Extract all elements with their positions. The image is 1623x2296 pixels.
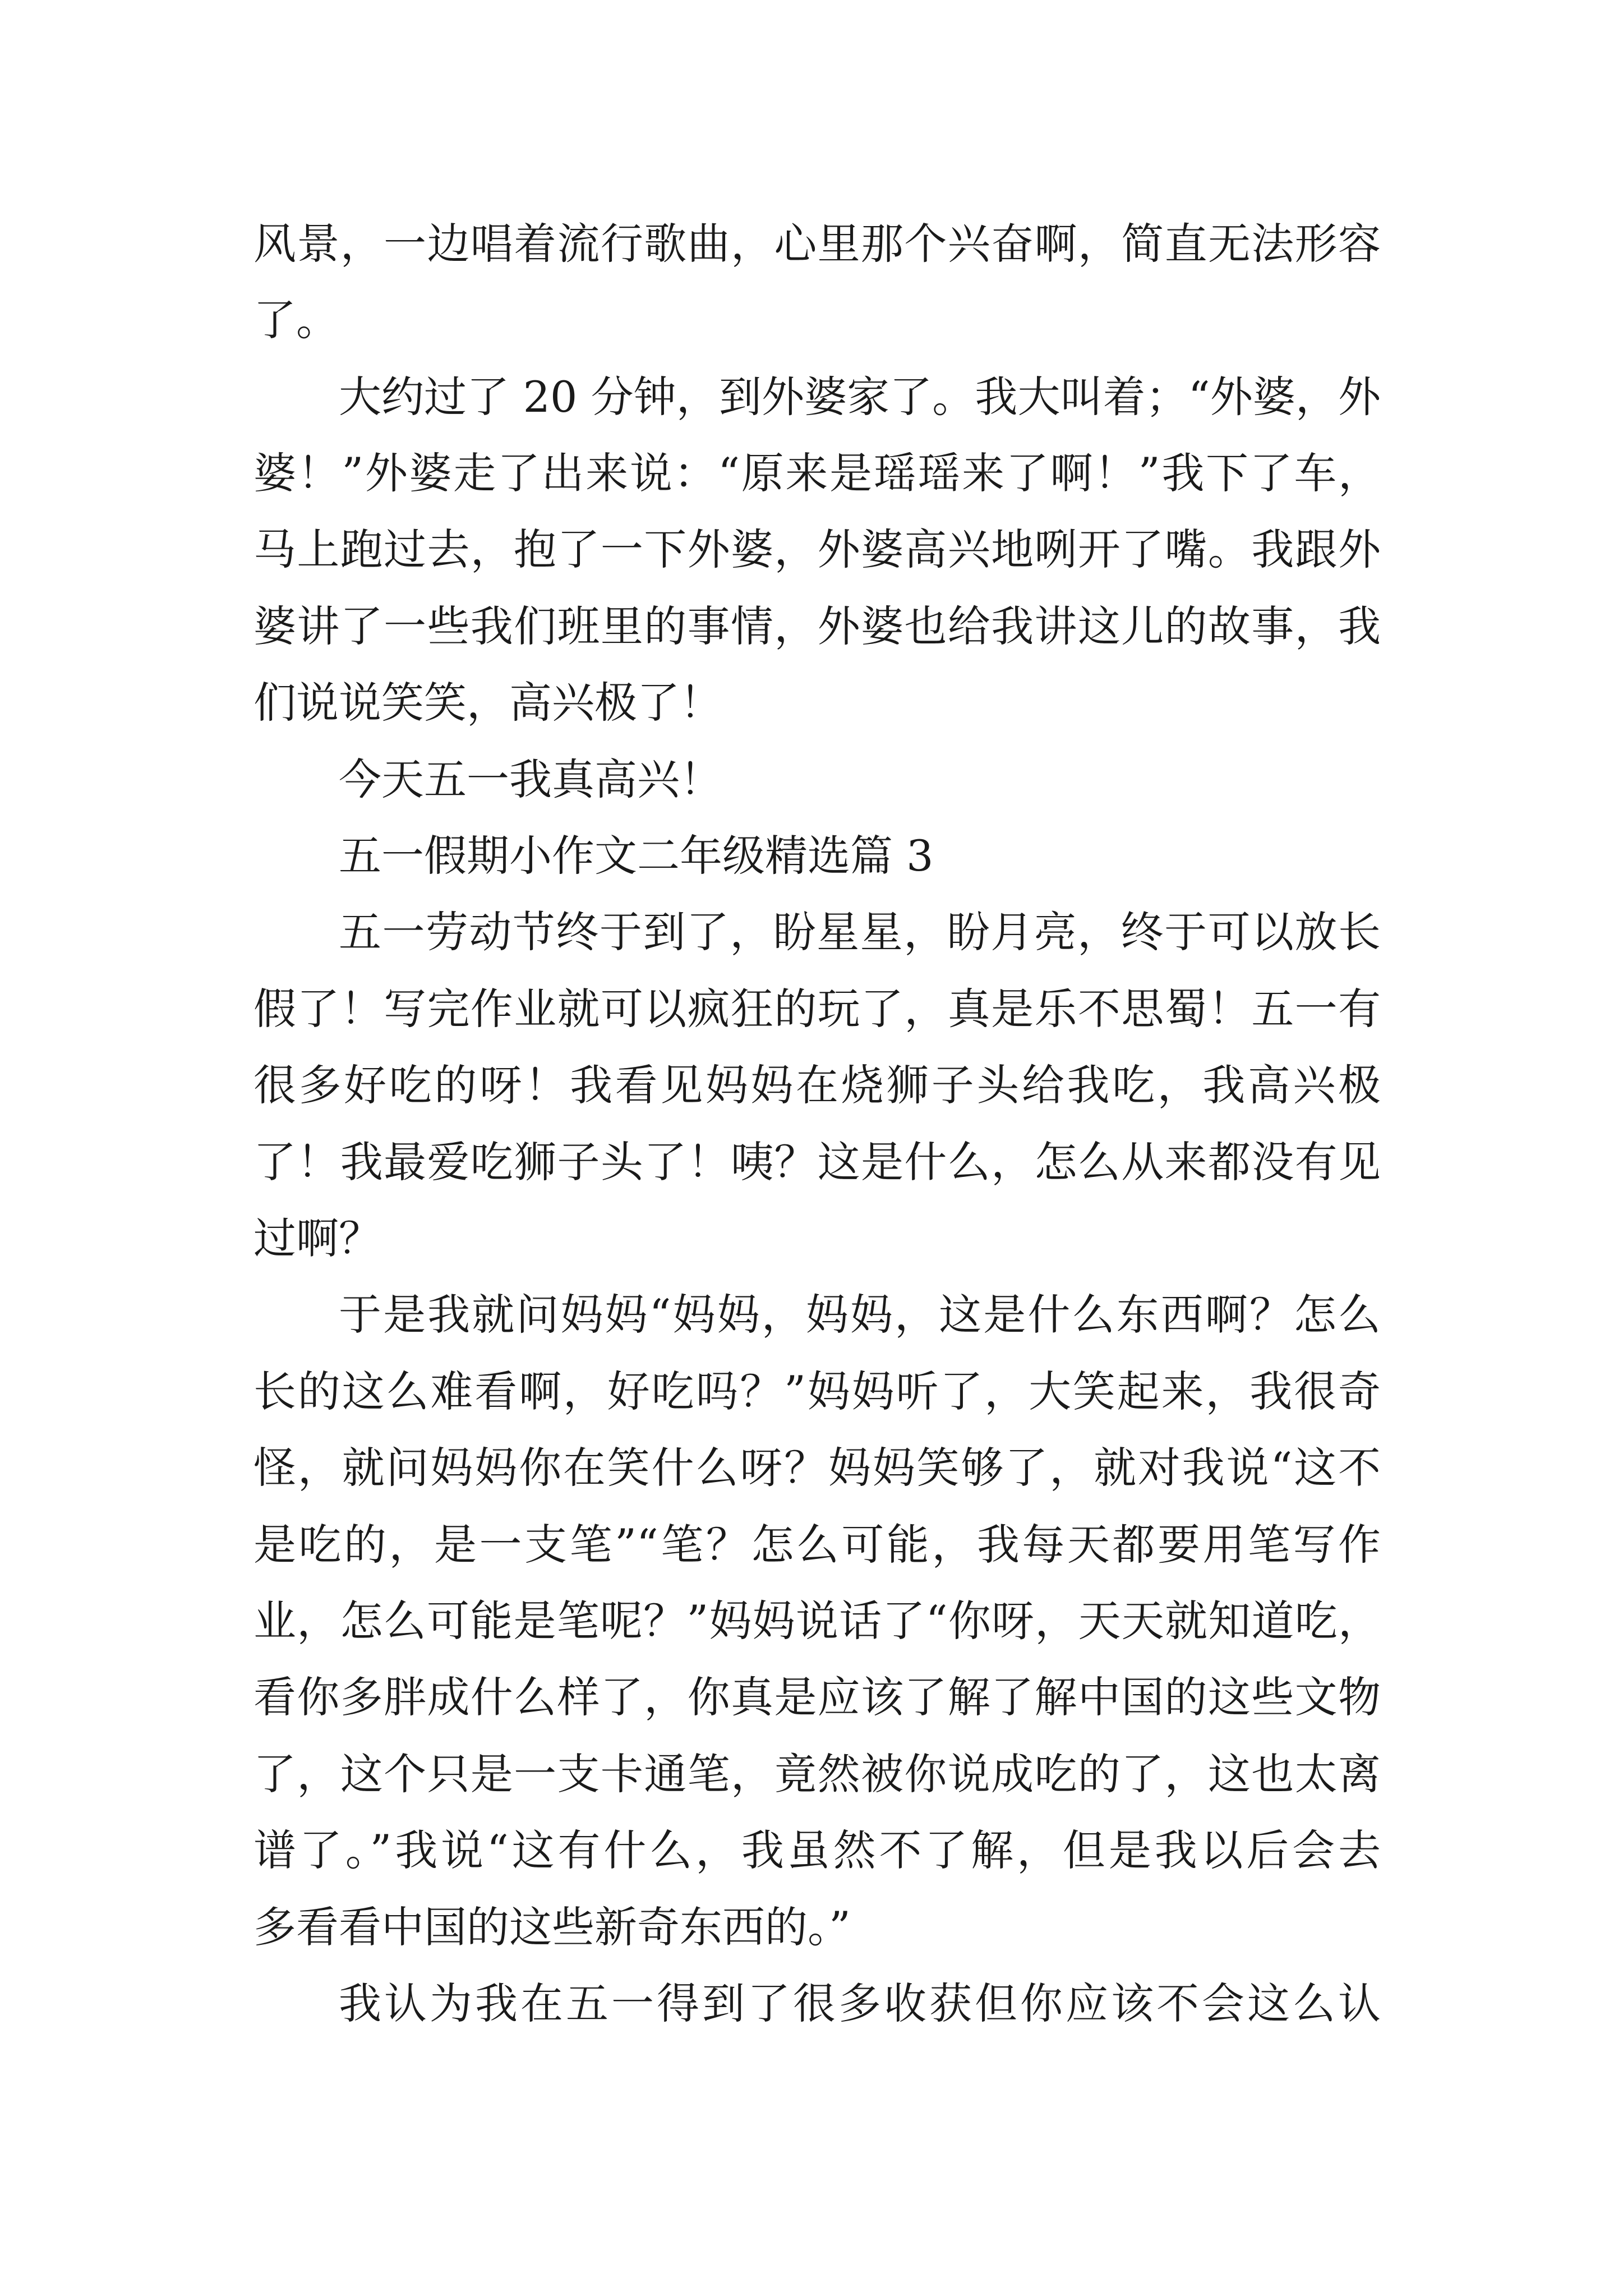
text-line: 婆！”外婆走了出来说：“原来是瑶瑶来了啊！”我下了车，	[253, 448, 1381, 498]
text-line: 是吃的，是一支笔”“笔？怎么可能，我每天都要用笔写作	[253, 1520, 1381, 1570]
text-line: 过啊？	[253, 1213, 381, 1263]
text-line: 马上跑过去，抱了一下外婆，外婆高兴地咧开了嘴。我跟外	[253, 524, 1381, 574]
text-line: 很多好吃的呀！我看见妈妈在烧狮子头给我吃，我高兴极	[253, 1060, 1381, 1110]
text-line: 看你多胖成什么样了，你真是应该了解了解中国的这些文物	[253, 1672, 1381, 1722]
text-line: 了，这个只是一支卡通笔，竟然被你说成吃的了，这也太离	[253, 1749, 1381, 1799]
paragraph-first-line: 我认为我在五一得到了很多收获但你应该不会这么认	[339, 1978, 1381, 2028]
paragraph-first-line: 大约过了 20 分钟，到外婆家了。我大叫着；“外婆，外	[339, 372, 1381, 422]
text-line: 婆讲了一些我们班里的事情，外婆也给我讲这儿的故事，我	[253, 601, 1381, 651]
text-line: 了！我最爱吃狮子头了！咦？这是什么，怎么从来都没有见	[253, 1137, 1381, 1187]
paragraph-first-line: 五一劳动节终于到了，盼星星，盼月亮，终于可以放长	[339, 907, 1381, 957]
text-line: 业，怎么可能是笔呢？”妈妈说话了“你呀，天天就知道吃，	[253, 1596, 1381, 1646]
text-line: 们说说笑笑，高兴极了！	[253, 678, 722, 728]
paragraph-first-line: 于是我就问妈妈“妈妈，妈妈，这是什么东西啊？怎么	[339, 1290, 1381, 1340]
text-line: 谱了。”我说“这有什么，我虽然不了解，但是我以后会去	[253, 1825, 1381, 1875]
paragraph-first-line: 今天五一我真高兴！	[339, 754, 722, 804]
section-heading: 五一假期小作文二年级精选篇 3	[339, 831, 934, 881]
text-line: 多看看中国的这些新奇东西的。”	[253, 1902, 851, 1952]
text-line: 风景，一边唱着流行歌曲，心里那个兴奋啊，简直无法形容	[253, 219, 1381, 269]
text-line: 怪，就问妈妈你在笑什么呀？妈妈笑够了，就对我说“这不	[253, 1443, 1381, 1493]
text-line: 了。	[253, 295, 339, 345]
text-line: 假了！写完作业就可以疯狂的玩了，真是乐不思蜀！五一有	[253, 984, 1381, 1034]
text-line: 长的这么难看啊，好吃吗？”妈妈听了，大笑起来，我很奇	[253, 1366, 1381, 1416]
